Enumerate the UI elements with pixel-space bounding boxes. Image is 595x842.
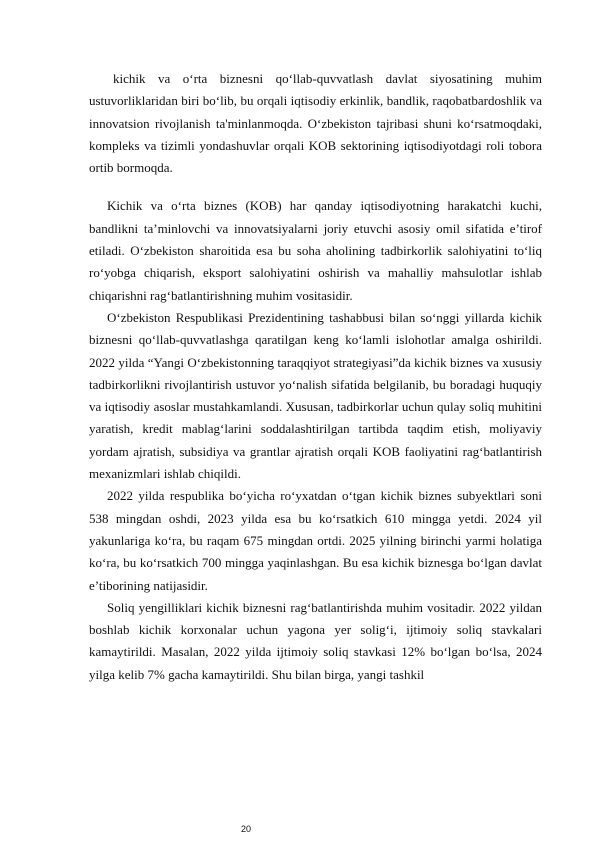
paragraph-3: O‘zbekiston Respublikasi Prezidentining tashabbusi bilan so‘nggi yillarda kichik biznesni qo‘llab-quvvatlashga qaratilgan keng ko‘lamli islohotlar amalga oshirildi. 2022 yilda “Yangi O‘zbekistonning taraqqiyot strategiyasi”da kichik biznes va xususiy tadbirkorlikni rivojlantirish ustuvor yo‘nalish sifatida belgilanib, bu boradagi huquqiy va iqtisodiy asoslar mustahkamlandi. Xususan, tadbirkorlar uchun qulay soliq muhitini yaratish, kredit mablag‘larini soddalashtirilgan tartibda taqdim etish, moliyaviy yordam ajratish, subsidiya va grantlar ajratish orqali KOB faoliyatini rag‘batlantirish mexanizmlari ishlab chiqildi. <box>89 309 542 482</box>
paragraph-5: Soliq yengilliklari kichik biznesni rag‘batlantirishda muhim vositadir. 2022 yildan boshlab kichik korxonalar uchun yagona yer solig‘i, ijtimoiy soliq stavkalari kamaytirildi. Masalan, 2022 yilda ijtimoiy soliq stavkasi 12% bo‘lgan bo‘lsa, 2024 yilga kelib 7% gacha kamaytirildi. Shu bilan birga, yangi tashkil <box>89 599 542 682</box>
paragraph-1: kichik va o‘rta biznesni qo‘llab-quvvatlash davlat siyosatining muhim ustuvorliklaridan biri bo‘lib, bu orqali iqtisodiy erkinlik, bandlik, raqobatbardoshlik va innovatsion rivojlanish ta'minlanmoqda. O‘zbekiston tajribasi shuni ko‘rsatmoqdaki, kompleks va tizimli yondashuvlar orqali KOB sektorining iqtisodiyotdagi roli tobora ortib bormoqda. <box>89 71 542 176</box>
page-number: 20 <box>241 824 252 834</box>
paragraph-4: 2022 yilda respublika bo‘yicha ro‘yxatdan o‘tgan kichik biznes subyektlari soni 538 mingdan oshdi, 2023 yilda esa bu ko‘rsatkich 610 mingga yetdi. 2024 yil yakunlariga ko‘ra, bu raqam 675 mingdan ortdi. 2025 yilning birinchi yarmi holatiga ko‘ra, bu ko‘rsatkich 700 mingga yaqinlashgan. Bu esa kichik biznesga bo‘lgan davlat e’tiborining natijasidir. <box>89 488 542 593</box>
paragraph-2: Kichik va o‘rta biznes (KOB) har qanday iqtisodiyotning harakatchi kuchi, bandlikni ta’minlovchi va innovatsiyalarni joriy etuvchi asosiy omil sifatida e’tirof etiladi. O‘zbekiston sharoitida esa bu soha aholining tadbirkorlik salohiyatini to‘liq ro‘yobga chiqarish, eksport salohiyatini oshirish va mahalliy mahsulotlar ishlab chiqarishni rag‘batlantirishning muhim vositasidir. <box>89 198 542 303</box>
body-text <box>89 68 542 686</box>
